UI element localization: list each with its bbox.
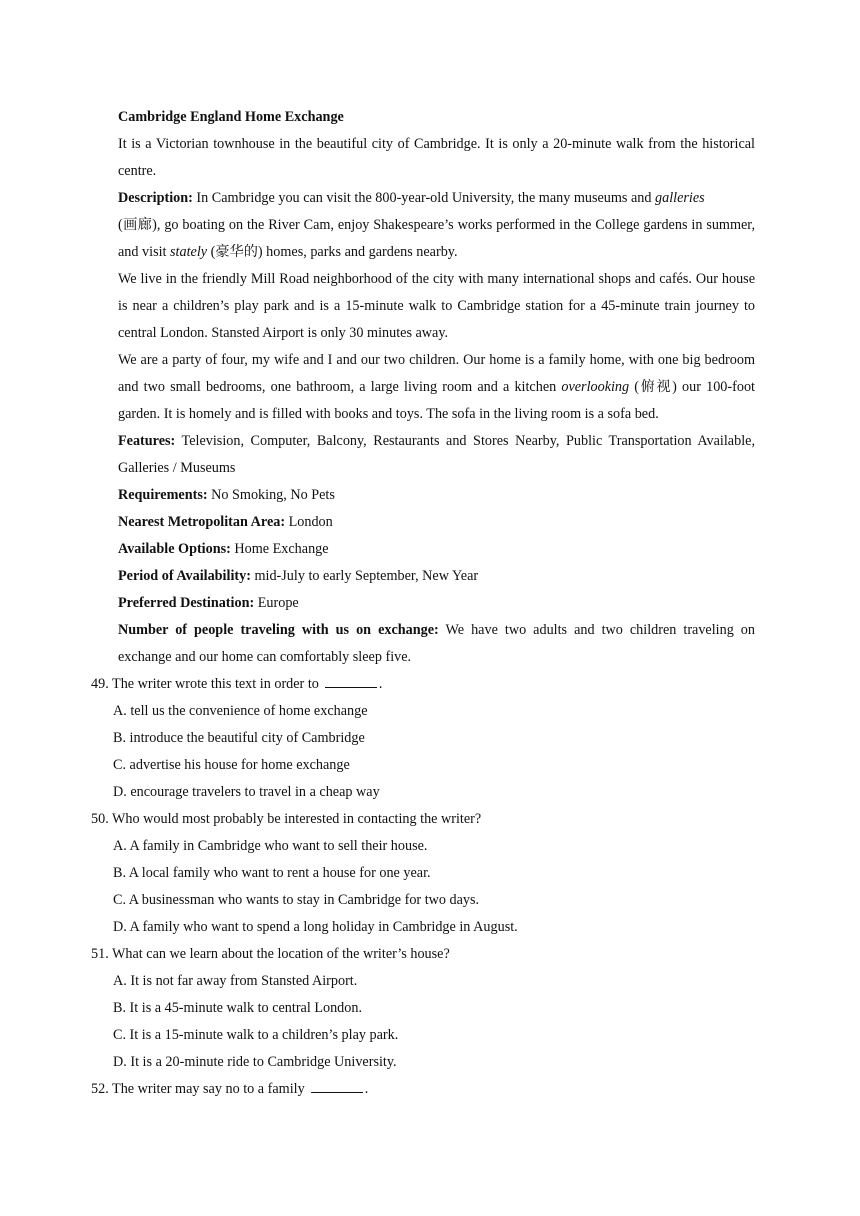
intro-paragraph: It is a Victorian townhouse in the beautiful city of Cambridge. It is only a 20-minute walk from the historical centre. — [118, 136, 755, 179]
people-value: We have two adults and two children traveling on exchange and our home can comfortably sleep five. — [118, 622, 755, 665]
question-51-stem: 51. What can we learn about the location of the writer’s house? — [91, 946, 450, 962]
question-49-option-a: A. tell us the convenience of home exchange — [113, 703, 368, 719]
question-50-option-d: D. A family who want to spend a long holiday in Cambridge in August. — [113, 919, 518, 935]
location-paragraph: We live in the friendly Mill Road neighborhood of the city with many international shops and cafés. Our house is near a children’s play park and is a 15-minute walk to Cambridge station for a 45-minute train journey to central London. Stansted Airport is only 30 minutes away. — [118, 271, 755, 341]
options-line — [91, 536, 755, 563]
metro-value: London — [285, 514, 333, 530]
period-label: Period of Availability: — [118, 568, 251, 584]
question-51-option-c: C. It is a 15-minute walk to a children’s play park. — [113, 1027, 399, 1043]
people-paragraph — [91, 617, 755, 671]
question-49-option-c: C. advertise his house for home exchange — [113, 757, 350, 773]
family-text-1: We are a party of four, my wife and I and our two children. Our home is a family home, with one big bedroom and two small bedrooms, one bathroom, a large living room and a kitchen — [118, 352, 755, 395]
question-50-option-c: C. A businessman who wants to stay in Cambridge for two days. — [113, 892, 480, 908]
question-51-option-a: A. It is not far away from Stansted Airport. — [113, 973, 358, 989]
question-50-option-a: A. A family in Cambridge who want to sell their house. — [113, 838, 428, 854]
stately-word: stately — [170, 244, 208, 260]
people-label: Number of people traveling with us on exchange: — [118, 622, 439, 638]
requirements-label: Requirements: — [118, 487, 208, 503]
destination-line — [91, 590, 755, 617]
passage-title: Cambridge England Home Exchange — [118, 109, 344, 125]
question-49-option-d: D. encourage travelers to travel in a cheap way — [113, 784, 380, 800]
destination-label: Preferred Destination: — [118, 595, 255, 611]
description-text-1: In Cambridge you can visit the 800-year-old University, the many museums and — [192, 190, 656, 206]
question-50-stem: 50. Who would most probably be interested in contacting the writer? — [91, 811, 482, 827]
period-line — [91, 563, 755, 590]
features-paragraph — [91, 428, 755, 482]
question-50-option-b: B. A local family who want to rent a house for one year. — [113, 865, 431, 881]
features-label: Features: — [118, 433, 176, 449]
answer-blank — [311, 1078, 363, 1093]
document-page — [91, 104, 755, 1103]
destination-value: Europe — [254, 595, 299, 611]
requirements-value: No Smoking, No Pets — [207, 487, 335, 503]
question-51-option-b: B. It is a 45-minute walk to central London. — [113, 1000, 363, 1016]
overlooking-word: overlooking — [561, 379, 630, 395]
answer-blank — [325, 673, 377, 688]
requirements-line — [91, 482, 755, 509]
family-paragraph — [91, 347, 755, 428]
period-value: mid-July to early September, New Year — [250, 568, 479, 584]
family-text-2: (俯视) our 100-foot garden. It is homely and is filled with books and toys. The sofa in the living room is a sofa bed. — [118, 379, 755, 422]
question-49-option-b: B. introduce the beautiful city of Cambridge — [113, 730, 365, 746]
question-51-option-d: D. It is a 20-minute ride to Cambridge University. — [113, 1054, 397, 1070]
question-49-stem: 49. The writer wrote this text in order to . — [91, 671, 755, 698]
options-label: Available Options: — [118, 541, 231, 557]
galleries-word: galleries — [655, 190, 705, 206]
metro-label: Nearest Metropolitan Area: — [118, 514, 286, 530]
description-text-2: (画廊), go boating on the River Cam, enjoy Shakespeare’s works performed in the College gardens in summer, and visit — [118, 217, 755, 260]
options-value: Home Exchange — [230, 541, 329, 557]
description-label: Description: — [118, 190, 193, 206]
description-text-3: (豪华的) homes, parks and gardens nearby. — [207, 244, 458, 260]
features-value: Television, Computer, Balcony, Restaurants and Stores Nearby, Public Transportation Available, Galleries / Museums — [118, 433, 755, 476]
metro-line — [91, 509, 755, 536]
description-paragraph — [91, 185, 755, 266]
question-52-stem: 52. The writer may say no to a family . — [91, 1076, 755, 1103]
